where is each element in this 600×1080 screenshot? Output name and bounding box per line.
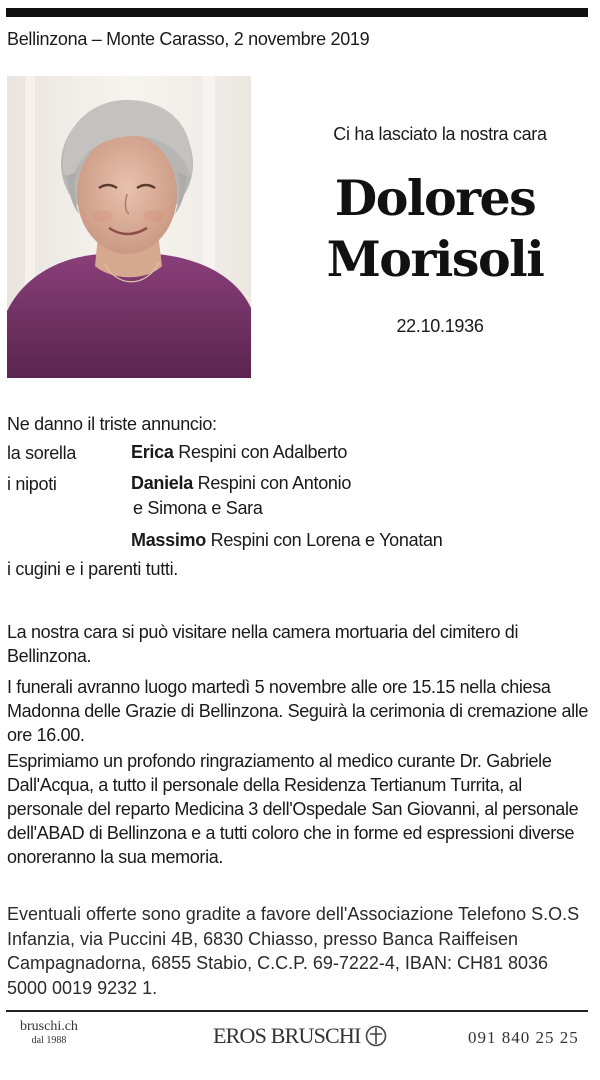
relative-entry: Erica Respini con Adalberto <box>131 442 348 462</box>
brand-logo-icon <box>365 1025 387 1047</box>
place-date: Bellinzona – Monte Carasso, 2 novembre 2019 <box>7 29 370 49</box>
website-link[interactable]: bruschi.ch <box>20 1019 78 1034</box>
cousins-line: i cugini e i parenti tutti. <box>7 559 178 579</box>
relative-entry: Massimo Respini con Lorena e Yonatan <box>131 530 443 550</box>
birth-date: 22.10.1936 <box>396 316 484 336</box>
relative-label-nephews: i nipoti <box>7 474 57 494</box>
intro-text: Ci ha lasciato la nostra cara <box>333 124 547 144</box>
thanks-paragraph: Esprimiamo un profondo ringraziamento al medico curante Dr. Gabriele Dall'Acqua, a tutto il personale della Residenza Tertianum Turrita, al personale del reparto Medicina 3 dell'Ospedale San Giovanni, al personale dell'ABAD di Bellinzona e a tutti coloro che in forme ed espressioni diverse onoreranno la sua memoria. <box>7 751 579 867</box>
funeral-paragraph: I funerali avranno luogo martedì 5 novembre alle ore 15.15 nella chiesa Madonna delle Grazie di Bellinzona. Seguirà la cerimonia di cremazione alle ore 16.00. <box>7 677 589 745</box>
footer-phone[interactable]: 091 840 25 25 <box>468 1028 579 1047</box>
deceased-first-name: Dolores <box>334 169 536 227</box>
relative-names-nephews <box>131 471 442 553</box>
relative-entry: Daniela Respini con Antonio <box>131 473 352 493</box>
deceased-last-name: Morisoli <box>326 230 544 288</box>
announcement-heading: Ne danno il triste annuncio: <box>7 414 217 434</box>
relative-entry: e Simona e Sara <box>133 498 263 518</box>
bottom-rule <box>6 1010 588 1012</box>
donations-paragraph: Eventuali offerte sono gradite a favore dell'Associazione Telefono S.O.S Infanzia, via Puccini 4B, 6830 Chiasso, presso Banca Raiffeisen Campagnadorna, 6855 Stabio, C.C.P. 69-7222-4, IBAN: CH81 8036 5000 0019 9232 1. <box>7 904 580 998</box>
top-rule <box>6 8 588 17</box>
since-year: dal 1988 <box>31 1035 67 1046</box>
relative-label-sister: la sorella <box>7 443 77 463</box>
relative-names-sister <box>131 440 347 465</box>
visit-paragraph: La nostra cara si può visitare nella camera mortuaria del cimitero di Bellinzona. <box>7 622 519 666</box>
brand-name: EROS BRUSCHI <box>213 1023 361 1048</box>
portrait-photo <box>7 76 251 378</box>
footer-website <box>20 1019 78 1047</box>
footer-brand <box>213 1023 387 1049</box>
